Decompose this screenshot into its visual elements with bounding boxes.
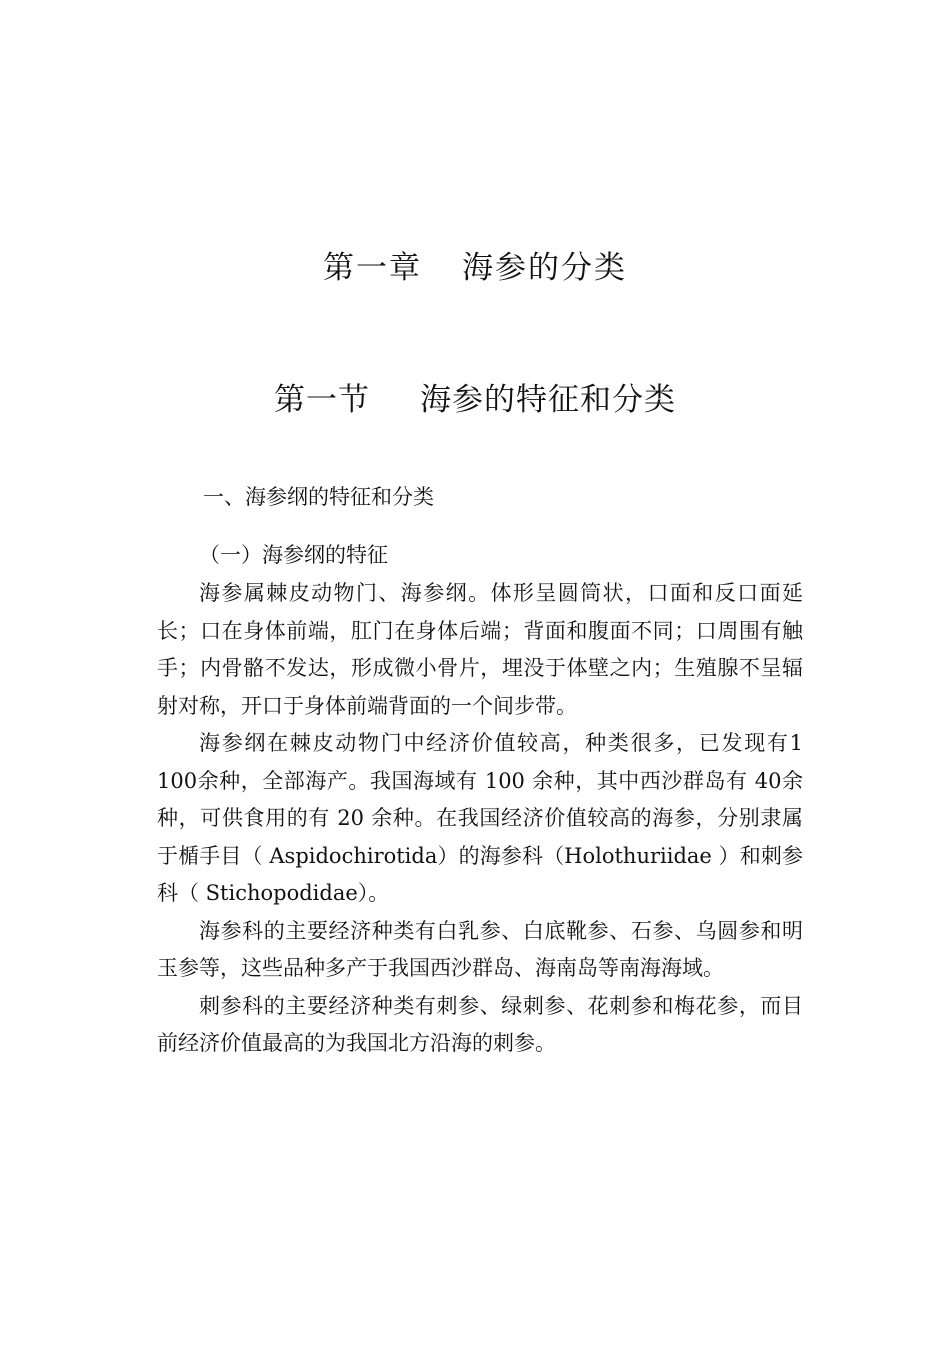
section-number: 第一节 <box>274 382 370 418</box>
subsection-heading: 一、海参纲的特征和分类 <box>203 485 434 509</box>
paragraph-holothuriidae: 海参科的主要经济种类有白乳参、白底靴参、石参、乌圆参和明玉参等，这些品种多产于我国西沙群岛、海南岛等南海海域。 <box>157 918 803 980</box>
subsubsection-heading: （一）海参纲的特征 <box>199 543 388 567</box>
chapter-title <box>0 242 950 287</box>
section-name: 海参的特征和分类 <box>420 382 676 418</box>
paragraph-economic-value: 海参纲在棘皮动物门中经济价值较高，种类很多，已发现有1 100余种，全部海产。我国海域有 100 余种，其中西沙群岛有 40余种，可供食用的有 20 余种。在我国经济价值较高的海参，分别隶属于楯手目（ Aspidochirotida）的海参科（Holothuriidae ）和刺参科（ Stichopodidae）。 <box>157 731 803 905</box>
paragraph-features: 海参属棘皮动物门、海参纲。体形呈圆筒状，口面和反口面延长；口在身体前端，肛门在身体后端；背面和腹面不同；口周围有触手；内骨骼不发达，形成微小骨片，埋没于体壁之内；生殖腺不呈辐射对称，开口于身体前端背面的一个间步带。 <box>157 581 803 718</box>
section-title <box>0 374 950 419</box>
chapter-number: 第一章 <box>323 250 422 286</box>
body-text <box>157 575 803 1063</box>
paragraph-stichopodidae: 刺参科的主要经济种类有刺参、绿刺参、花刺参和梅花参，而目前经济价值最高的为我国北方沿海的刺参。 <box>157 993 803 1055</box>
chapter-name: 海参的分类 <box>462 250 627 286</box>
